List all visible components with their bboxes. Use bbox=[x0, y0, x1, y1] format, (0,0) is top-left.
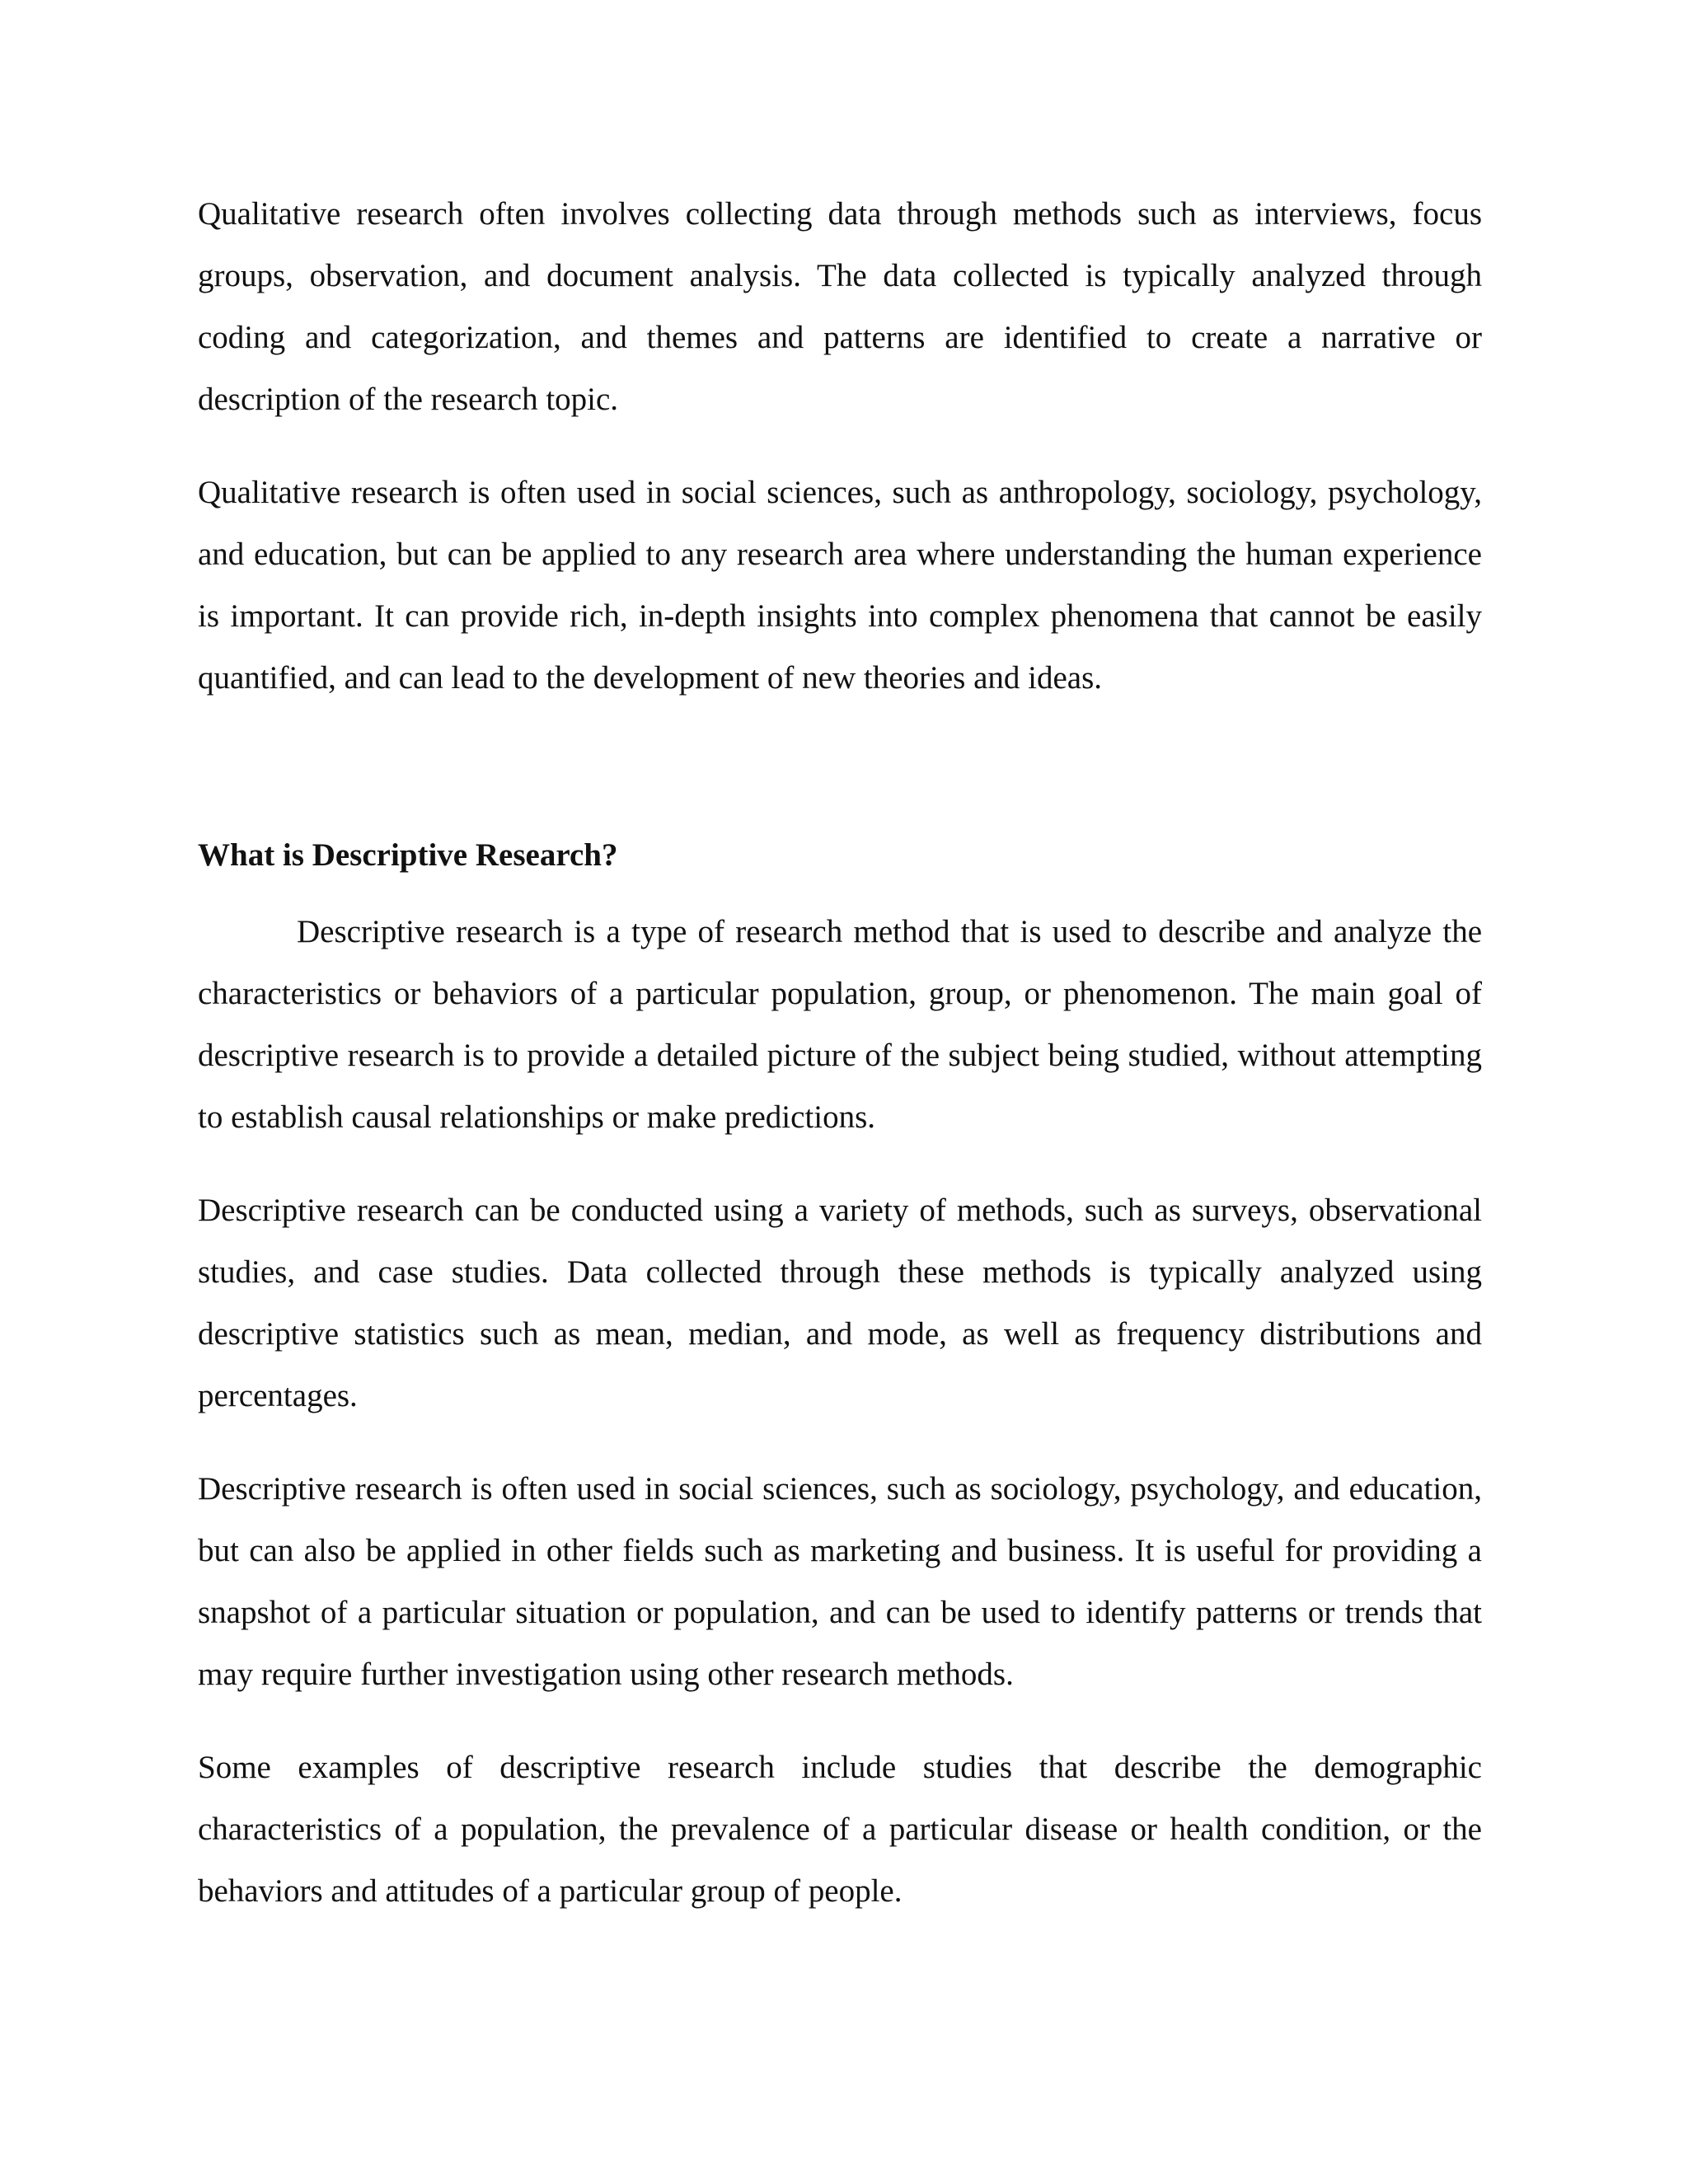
paragraph-qualitative-uses: Qualitative research is often used in social sciences, such as anthropology, sociology, psychology, and education, but can be applied to any research area where understanding the human experience is important. It can provide rich, in-depth insights into complex phenomena that cannot be easily quantified, and can lead to the development of new theories and ideas. bbox=[198, 475, 1482, 696]
section-heading-descriptive-research: What is Descriptive Research? bbox=[198, 837, 618, 873]
paragraph-descriptive-uses: Descriptive research is often used in social sciences, such as sociology, psychology, and education, but can also be applied in other fields such as marketing and business. It is useful for providing a snapshot of a particular situation or population, and can be used to identify patterns or trends that may require further investigation using other research methods. bbox=[198, 1471, 1482, 1692]
paragraph-qualitative-methods: Qualitative research often involves collecting data through methods such as interviews, focus groups, observation, and document analysis. The data collected is typically analyzed through coding and categorization, and themes and patterns are identified to create a narrative or description of the research topic. bbox=[198, 196, 1482, 417]
paragraph-descriptive-examples: Some examples of descriptive research include studies that describe the demographic characteristics of a population, the prevalence of a particular disease or health condition, or the behaviors and attitudes of a particular group of people. bbox=[198, 1750, 1482, 1909]
document-body bbox=[198, 183, 1482, 1922]
paragraph-descriptive-definition: Descriptive research is a type of research method that is used to describe and analyze the characteristics or behaviors of a particular population, group, or phenomenon. The main goal of descriptive research is to provide a detailed picture of the subject being studied, without attempting to establish causal relationships or make predictions. bbox=[198, 914, 1482, 1135]
paragraph-descriptive-methods: Descriptive research can be conducted using a variety of methods, such as surveys, observational studies, and case studies. Data collected through these methods is typically analyzed using descriptive statistics such as mean, median, and mode, as well as frequency distributions and percentages. bbox=[198, 1193, 1482, 1413]
